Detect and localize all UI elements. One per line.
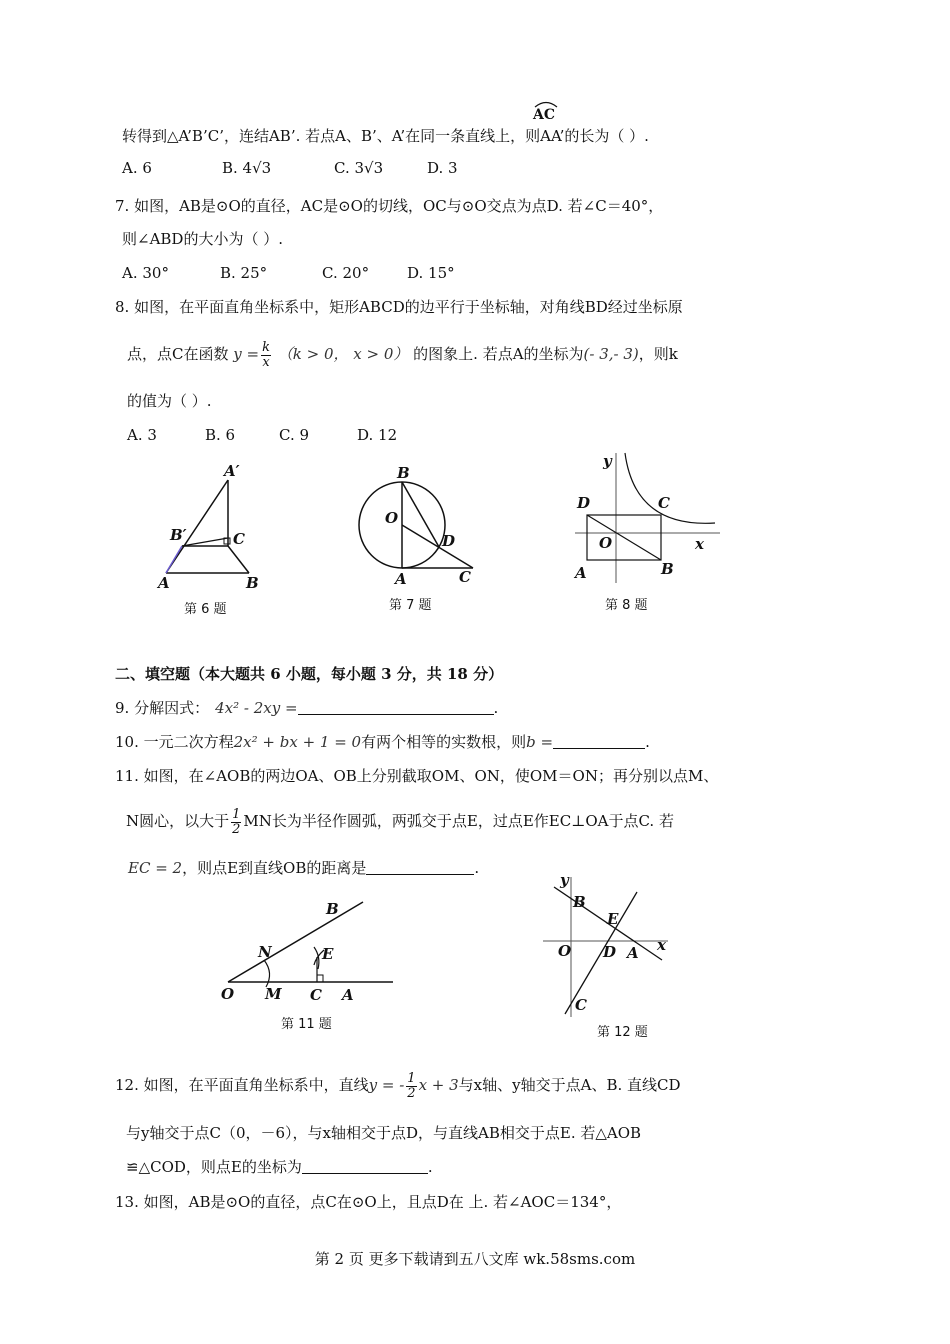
figure-7 <box>355 460 485 590</box>
q7-line1: 7. 如图，AB是⊙O的直径，AC是⊙O的切线，OC与⊙O交点为点D. 若∠C＝40°， <box>115 197 664 215</box>
fig7-label-d: D <box>442 532 456 550</box>
q12-line1 <box>115 1070 681 1101</box>
fig11-caption: 第 11 题 <box>281 1017 332 1032</box>
q12-answer-blank[interactable] <box>302 1157 428 1174</box>
q8-line3: 的值为（ ）. <box>127 392 212 410</box>
q11-line2-pre: N圆心，以大于 <box>126 812 230 830</box>
fig8-label-y: y <box>603 452 612 470</box>
fig7-label-c: C <box>459 568 471 586</box>
fig6-label-a: A <box>158 574 170 592</box>
fig7-label-a: A <box>395 570 407 588</box>
fig6-caption: 第 6 题 <box>184 602 227 617</box>
fig8-label-c: C <box>658 494 670 512</box>
page-footer: 第 2 页 更多下载请到五八文库 wk.58sms.com <box>314 1250 636 1268</box>
q9-expr: 4x² - 2xy = <box>215 699 298 717</box>
q12-line2: 与y轴交于点C（0，－6），与x轴相交于点D，与直线AB相交于点E. 若△AOB <box>126 1124 642 1142</box>
q8-option-a: A. 3 <box>127 426 157 444</box>
q8-option-b: B. 6 <box>205 426 236 444</box>
q9-post: . <box>493 699 499 717</box>
q11-answer-blank[interactable] <box>366 858 474 875</box>
fig6-label-c: C <box>233 530 245 548</box>
fig11-label-o: O <box>221 985 235 1003</box>
figure-6 <box>150 460 270 595</box>
fig12-label-y: y <box>560 871 569 889</box>
fig11-label-b: B <box>326 900 339 918</box>
fig8-label-o: O <box>599 534 613 552</box>
q8-func-num: k <box>262 339 270 355</box>
q8-line2-end: ，则k <box>638 345 678 363</box>
q8-cond: （k > 0， x > 0） <box>277 345 409 363</box>
fig11-label-c: C <box>310 986 322 1004</box>
q12-line1-post: 与x轴、y轴交于点A、B. 直线CD <box>458 1076 681 1094</box>
q6-option-c: C. 3√3 <box>334 159 384 177</box>
q8-coord: (- 3,- 3) <box>583 345 639 363</box>
q10-post: . <box>645 733 650 751</box>
q6-option-d: D. 3 <box>427 159 458 177</box>
fig6-label-a-prime: A′ <box>224 462 240 480</box>
fig12-label-d: D <box>603 943 617 961</box>
arc-label-ac: AC <box>533 107 556 123</box>
fig8-label-a: A <box>575 564 587 582</box>
fig11-label-a: A <box>342 986 354 1004</box>
q11-line2-post: MN长为半径作圆弧，两弧交于点E，过点E作EC⊥OA于点C. 若 <box>243 812 674 830</box>
q7-option-a: A. 30° <box>122 264 169 282</box>
q11-frac <box>231 808 241 837</box>
figure-11 <box>218 895 398 1010</box>
q11-end: . <box>474 859 480 877</box>
figure-8 <box>565 448 725 588</box>
arc-mark <box>533 100 559 108</box>
fig12-label-c: C <box>575 996 587 1014</box>
q6-option-b: B. 4√3 <box>222 159 272 177</box>
q10-mid: 有两个相等的实数根，则 <box>361 733 527 751</box>
fig7-caption: 第 7 题 <box>389 598 432 613</box>
fig12-label-o: O <box>558 942 572 960</box>
q7-options <box>122 263 455 283</box>
fig12-label-a: A <box>627 944 639 962</box>
q8-func-den: x <box>262 354 270 370</box>
q8-func-frac <box>261 341 271 370</box>
fig11-label-e: E <box>322 945 334 963</box>
q11-frac-den: 2 <box>232 821 241 837</box>
fig8-caption: 第 8 题 <box>605 598 648 613</box>
q9-answer-blank[interactable] <box>298 698 494 715</box>
fig8-label-x: x <box>695 535 704 553</box>
q7-option-d: D. 15° <box>407 264 455 282</box>
figure-12 <box>540 872 675 1022</box>
q12-end: . <box>427 1158 433 1176</box>
q11-frac-num: 1 <box>232 806 241 822</box>
q10-line <box>115 732 650 752</box>
q8-line1: 8. 如图，在平面直角坐标系中，矩形ABCD的边平行于坐标轴，对角线BD经过坐标原 <box>115 298 683 316</box>
q12-frac-num: 1 <box>407 1070 416 1086</box>
fig8-label-d: D <box>577 494 591 512</box>
q11-line1: 11. 如图，在∠AOB的两边OA、OB上分别截取OM、ON，使OM＝ON；再分别以点M、 <box>115 767 719 785</box>
q8-option-d: D. 12 <box>357 426 398 444</box>
q8-line2 <box>127 339 678 370</box>
q6-option-a: A. 6 <box>122 159 152 177</box>
fig12-label-e: E <box>607 910 619 928</box>
section2-title: 二、填空题（本大题共 6 小题，每小题 3 分，共 18 分） <box>115 665 504 683</box>
q12-frac-den: 2 <box>407 1085 416 1101</box>
q6-options <box>122 158 458 178</box>
q11-line3 <box>128 858 479 878</box>
fig6-label-b-prime: B′ <box>170 526 187 544</box>
q12-frac <box>406 1072 416 1101</box>
q7-option-c: C. 20° <box>322 264 370 282</box>
q7-line2: 则∠ABD的大小为（ ）. <box>122 230 283 248</box>
fig7-label-o: O <box>385 509 399 527</box>
q11-expr: EC = 2 <box>128 859 183 877</box>
q10-pre: 10. 一元二次方程 <box>115 733 234 751</box>
q12-line1-pre: 12. 如图，在平面直角坐标系中，直线 <box>115 1076 369 1094</box>
fig12-caption: 第 12 题 <box>597 1025 648 1040</box>
fig11-label-n: N <box>258 943 272 961</box>
q10-expr2: b = <box>526 733 554 751</box>
q8-option-c: C. 9 <box>279 426 310 444</box>
fig8-label-b: B <box>661 560 674 578</box>
q9-line <box>115 698 498 718</box>
q12-line3 <box>126 1157 433 1177</box>
q6-text: 转得到△A’B’C’，连结AB’. 若点A、B’、A’在同一条直线上，则AA’的长为（ ）. <box>122 127 649 145</box>
fig11-label-m: M <box>265 985 282 1003</box>
q13-line1: 13. 如图，AB是⊙O的直径，点C在⊙O上，且点D在 上. 若∠AOC＝134°， <box>115 1193 622 1211</box>
q8-line2-post: 的图象上. 若点A的坐标为 <box>413 345 584 363</box>
q11-line3-post: ，则点E到直线OB的距离是 <box>182 859 367 877</box>
fig12-label-x: x <box>657 936 666 954</box>
fig7-label-b: B <box>397 464 410 482</box>
q11-line2 <box>126 806 674 837</box>
q7-option-b: B. 25° <box>220 264 268 282</box>
q10-expr: 2x² + bx + 1 = 0 <box>233 733 362 751</box>
q9-pre: 9. 分解因式： <box>115 699 210 717</box>
q8-func-y: y = <box>233 345 260 363</box>
q10-answer-blank[interactable] <box>553 732 645 749</box>
q12-line3-pre: ≌△COD，则点E的坐标为 <box>126 1158 302 1176</box>
q12-expr-post: x + 3 <box>418 1076 459 1094</box>
q8-options <box>127 425 397 445</box>
q12-expr-pre: y = - <box>368 1076 405 1094</box>
fig12-label-b: B <box>573 893 586 911</box>
q8-line2-pre: 点，点C在函数 <box>127 345 229 363</box>
fig6-label-b: B <box>246 574 259 592</box>
